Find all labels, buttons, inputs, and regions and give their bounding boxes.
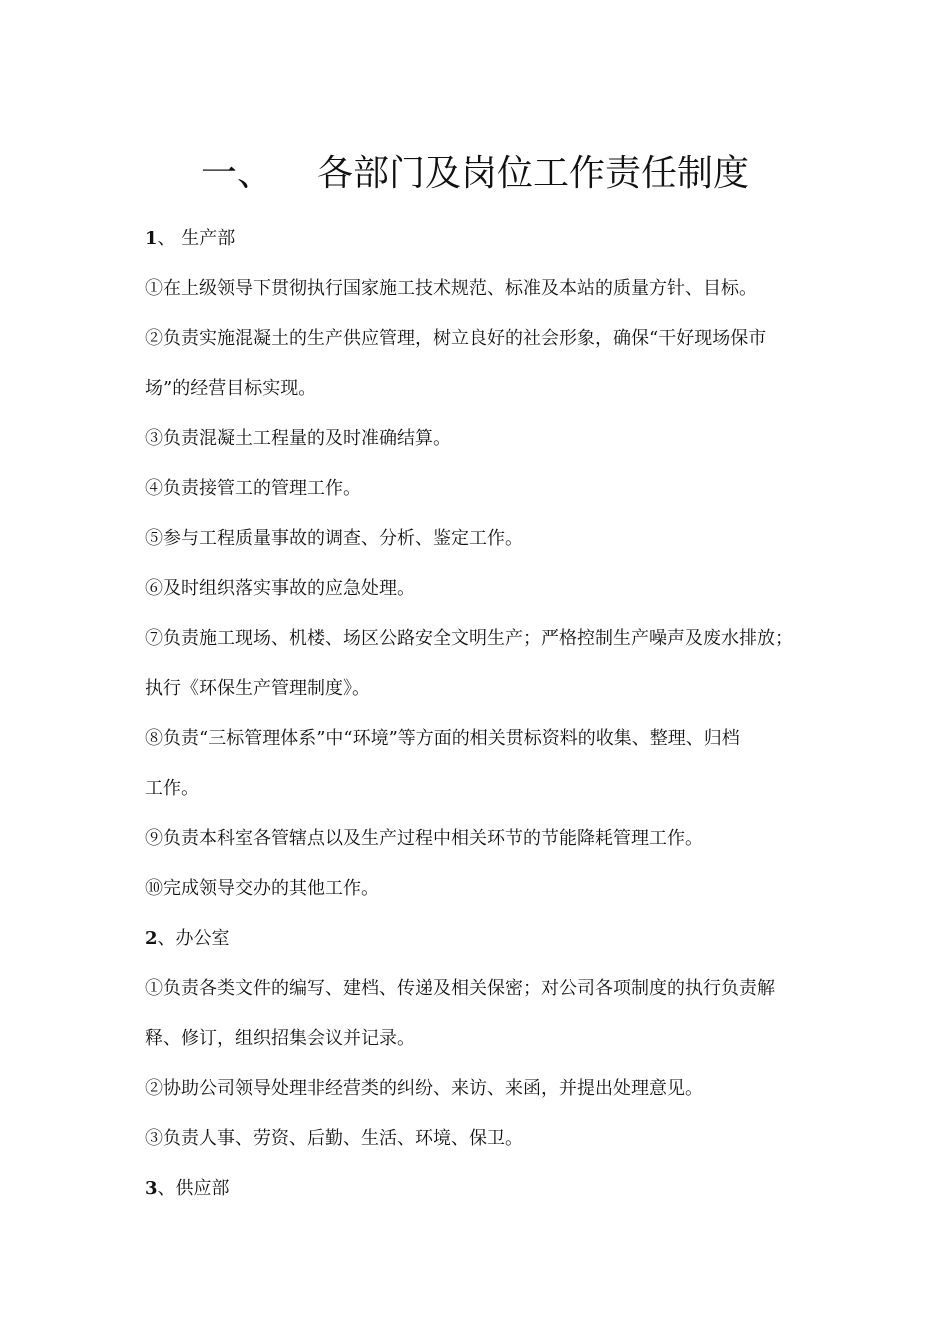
paragraph-line: ③负责人事、劳资、后勤、生活、环境、保卫。 [145, 1128, 523, 1149]
paragraph-line: ①负责各类文件的编写、建档、传递及相关保密；对公司各项制度的执行负责解 [145, 978, 775, 999]
paragraph-line: 执行《环保生产管理制度》。 [145, 678, 370, 699]
section-title: 、供应部 [157, 1178, 230, 1199]
paragraph-line: ⑨负责本科室各管辖点以及生产过程中相关环节的节能降耗管理工作。 [145, 828, 703, 849]
title-number: 一、 [200, 153, 273, 194]
paragraph-line: 场”的经营目标实现。 [145, 378, 317, 399]
paragraph-line: ⑦负责施工现场、机楼、场区公路安全文明生产；严格控制生产噪声及废水排放； [145, 628, 793, 649]
paragraph-line: ②协助公司领导处理非经营类的纠纷、来访、来函，并提出处理意见。 [145, 1078, 703, 1099]
paragraph-line: ①在上级领导下贯彻执行国家施工技术规范、标准及本站的质量方针、目标。 [145, 278, 757, 299]
section-title: 、办公室 [157, 928, 230, 949]
paragraph-line: ⑤参与工程质量事故的调查、分析、鉴定工作。 [145, 528, 523, 549]
paragraph-line: ③负责混凝土工程量的及时准确结算。 [145, 428, 451, 449]
title-text: 各部门及岗位工作责任制度 [317, 153, 750, 194]
paragraph-line: 工作。 [145, 778, 199, 799]
paragraph-line: 释、修订，组织招集会议并记录。 [145, 1028, 415, 1049]
section-title: 、 生产部 [157, 228, 236, 249]
paragraph-line: ⑩完成领导交办的其他工作。 [145, 878, 379, 899]
section-heading-supply [145, 1170, 815, 1220]
paragraph-line: ④负责接管工的管理工作。 [145, 478, 361, 499]
document-title [0, 150, 950, 198]
section-heading-production [145, 220, 815, 270]
paragraph-line: ⑥及时组织落实事故的应急处理。 [145, 578, 415, 599]
section-number: 3 [145, 1178, 158, 1199]
section-heading-office [145, 920, 815, 970]
paragraph-line: ⑧负责“三标管理体系”中“环境”等方面的相关贯标资料的收集、整理、归档 [145, 728, 740, 749]
section-number: 2 [145, 928, 158, 949]
document-body [145, 220, 815, 1220]
paragraph-line: ②负责实施混凝土的生产供应管理，树立良好的社会形象，确保“干好现场保市 [145, 328, 767, 349]
section-number: 1 [145, 228, 158, 249]
